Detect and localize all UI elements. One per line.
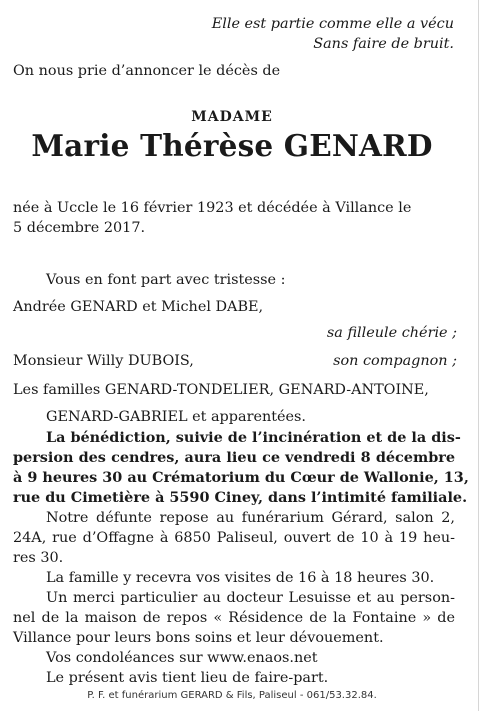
announce-text: Vous en font part avec tristesse :: [46, 272, 286, 288]
family-compagnon: son compagnon ;: [333, 353, 457, 369]
families-line-2: GENARD-GABRIEL et apparentées.: [46, 409, 307, 425]
funerarium-line: res 30.: [13, 550, 64, 566]
family-willy: Monsieur Willy DUBOIS,: [13, 353, 194, 369]
thanks-line: Villance pour leurs bons soins et leur dévouement.: [13, 630, 384, 646]
families-line-1: Les familles GENARD-TONDELIER, GENARD-ANTOINE,: [13, 382, 429, 398]
funerarium-line: Notre défunte repose au funérarium Gérard, salon 2,: [46, 510, 455, 526]
title-madame: MADAME: [191, 109, 273, 125]
intro-text: On nous prie d’annoncer le décès de: [13, 63, 281, 79]
condolences-text: Vos condoléances sur www.enaos.net: [46, 650, 318, 666]
thanks-line: nel de la maison de repos « Résidence de la Fontaine » de: [13, 610, 455, 626]
birth-line-2: 5 décembre 2017.: [13, 220, 146, 236]
funerarium-line: 24A, rue d’Offagne à 6850 Paliseul, ouvert de 10 à 19 heu-: [13, 530, 455, 546]
ceremony-paragraph: [13, 428, 469, 508]
visits-text: La famille y recevra vos visites de 16 à 18 heures 30.: [46, 570, 435, 586]
funerarium-paragraph: [13, 508, 455, 568]
ceremony-line: à 9 heures 30 au Crématorium du Cœur de Wallonie, 13,: [13, 469, 469, 486]
birth-line-1: née à Uccle le 16 février 1923 et décédée à Villance le: [13, 200, 412, 216]
deceased-name: Marie Thérèse GENARD: [31, 128, 433, 163]
family-andree: Andrée GENARD et Michel DABE,: [13, 299, 264, 315]
footer-funeral-home: P. F. et funérarium GERARD & Fils, Paliseul - 061/53.32.84.: [87, 690, 377, 701]
thanks-line: Un merci particulier au docteur Lesuisse et au person-: [46, 590, 455, 606]
poem-line-1: Elle est partie comme elle a vécu: [211, 16, 454, 32]
family-filleule: sa filleule chérie ;: [326, 325, 457, 341]
ceremony-line: rue du Cimetière à 5590 Ciney, dans l’intimité familiale.: [13, 489, 468, 506]
poem-line-2: Sans faire de bruit.: [313, 36, 454, 52]
ceremony-line: La bénédiction, suivie de l’incinération et de la dis-: [46, 429, 461, 446]
ceremony-line: persion des cendres, aura lieu ce vendredi 8 décembre: [13, 449, 455, 466]
thanks-paragraph: [13, 588, 455, 648]
notice-text: Le présent avis tient lieu de faire-part.: [46, 670, 329, 686]
